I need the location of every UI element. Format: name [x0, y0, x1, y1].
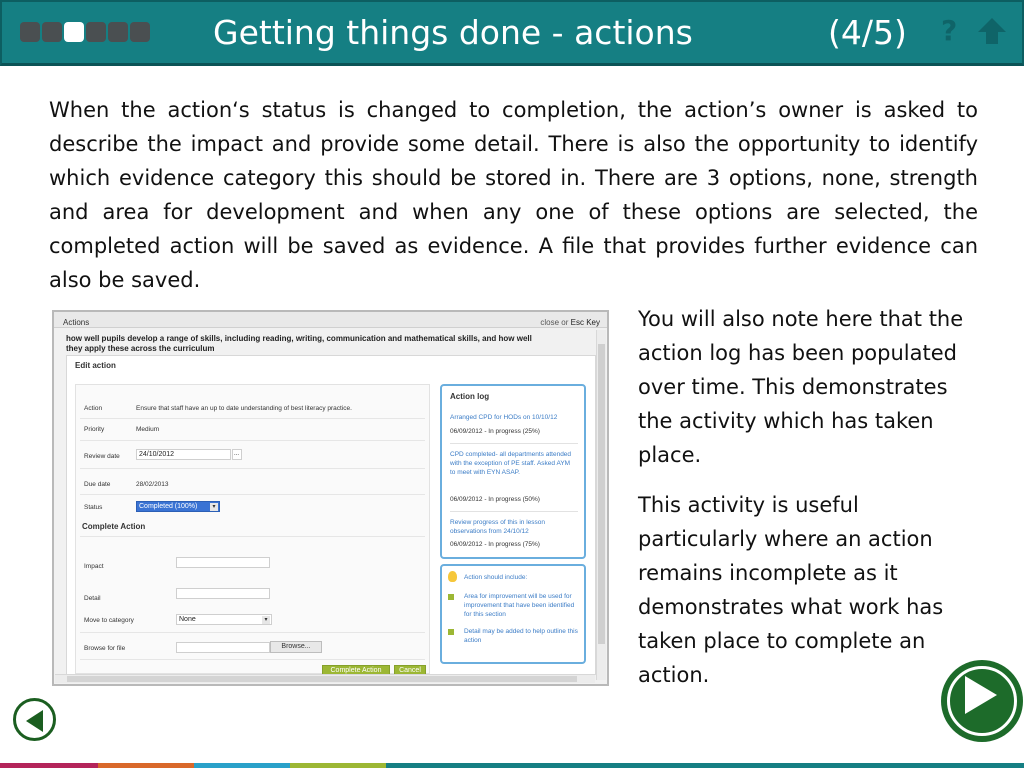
progress-step	[42, 22, 62, 42]
colour-bar-segment	[290, 763, 386, 768]
vertical-scrollbar[interactable]	[596, 330, 606, 680]
header-bar	[0, 0, 1024, 66]
progress-step	[86, 22, 106, 42]
intro-paragraph: When the action‘s status is changed to completion, the action’s owner is asked to describe the impact and provide some detail. There is also the opportunity to identify which evidence category this should be stored in. There are 3 options, none, strength and area for development and when any one of these options are selected, the completed action will be saved as evidence. A file that provides further evidence can also be saved.	[49, 98, 978, 292]
colour-bar-segment	[0, 763, 98, 768]
edit-action-heading: Edit action	[75, 361, 116, 370]
up-arrow-home-icon[interactable]	[977, 16, 1007, 46]
impact-input[interactable]	[176, 557, 270, 568]
review-date-input[interactable]: 24/10/2012	[136, 449, 231, 460]
progress-step	[64, 22, 84, 42]
divider	[80, 468, 425, 469]
next-slide-button[interactable]	[941, 660, 1023, 742]
tip-title: Action should include:	[464, 574, 528, 581]
detail-input[interactable]	[176, 588, 270, 599]
side-text	[638, 302, 984, 708]
date-picker-button[interactable]: ...	[232, 449, 242, 460]
due-date-label: Due date	[84, 481, 111, 488]
lightbulb-icon	[448, 571, 457, 582]
tip-item: Area for improvement will be used for improvement that have been identified for this section	[464, 593, 575, 618]
chevron-down-icon: ▾	[210, 503, 218, 511]
tip-item: Detail may be added to help outline this action	[464, 628, 578, 644]
detail-label: Detail	[84, 595, 101, 602]
divider	[80, 632, 425, 633]
divider	[80, 659, 425, 660]
actions-screenshot	[52, 310, 609, 686]
dialog-title-bar	[54, 312, 607, 328]
action-log-panel	[440, 384, 586, 559]
play-arrow-icon	[965, 676, 997, 714]
side-paragraph-1: You will also note here that the action log has been populated over time. This demonstrates the activity which has taken place.	[638, 307, 964, 467]
progress-step	[20, 22, 40, 42]
chevron-down-icon: ▾	[262, 616, 270, 624]
edit-action-panel	[66, 355, 596, 675]
divider	[450, 443, 578, 444]
category-select-value: None	[179, 616, 196, 623]
horizontal-scrollbar[interactable]	[55, 674, 595, 683]
divider	[80, 536, 425, 537]
priority-value: Medium	[136, 426, 160, 433]
progress-step	[108, 22, 128, 42]
log-entry[interactable]: Arranged CPD for HODs on 10/10/12	[450, 414, 558, 421]
review-date-label: Review date	[84, 453, 120, 460]
log-entry[interactable]: CPD completed- all departments attended with the exception of PE staff. Asked AYM to meet with EYN ASAP.	[450, 451, 572, 476]
side-paragraph-2: This activity is useful particularly where an action remains incomplete as it demonstrates what work has taken place to complete an action.	[638, 493, 944, 687]
progress-step	[130, 22, 150, 42]
status-select-value: Completed (100%)	[139, 503, 198, 510]
action-log-title: Action log	[450, 392, 490, 401]
impact-label: Impact	[84, 563, 104, 570]
colour-bar-segment	[194, 763, 290, 768]
scrollbar-thumb[interactable]	[598, 344, 605, 644]
priority-label: Priority	[84, 426, 105, 433]
dialog-close-link[interactable]: close or Esc Key	[540, 318, 600, 327]
action-label: Action	[84, 405, 103, 412]
previous-slide-button[interactable]	[13, 698, 56, 741]
bottom-colour-bar	[0, 763, 1024, 768]
divider	[80, 494, 425, 495]
browse-button[interactable]: Browse...	[270, 641, 322, 653]
divider	[450, 511, 578, 512]
log-entry[interactable]: Review progress of this in lesson observations from 24/10/12	[450, 519, 546, 535]
divider	[80, 418, 425, 419]
category-label: Move to category	[84, 617, 134, 624]
status-label: Status	[84, 504, 103, 511]
question-icon[interactable]: ?	[941, 14, 958, 47]
cancel-button[interactable]: Cancel	[394, 665, 426, 677]
log-entry-status: 06/09/2012 - In progress (25%)	[450, 428, 540, 435]
progress-indicator	[20, 22, 150, 42]
log-entry-status: 06/09/2012 - In progress (50%)	[450, 496, 540, 503]
bullet-icon	[448, 594, 454, 600]
bullet-icon	[448, 629, 454, 635]
complete-action-heading: Complete Action	[82, 522, 146, 531]
dialog-title: Actions	[63, 318, 90, 327]
arrow-left-icon	[26, 710, 43, 732]
browse-label: Browse for file	[84, 645, 126, 652]
status-select[interactable]	[136, 501, 220, 512]
divider	[80, 440, 425, 441]
category-select[interactable]	[176, 614, 272, 625]
page-indicator: (4/5)	[828, 13, 907, 52]
edit-action-form	[75, 384, 430, 674]
page-title: Getting things done - actions	[213, 13, 693, 52]
colour-bar-segment	[386, 763, 1024, 768]
complete-action-button[interactable]: Complete Action	[322, 665, 390, 677]
action-tip-panel	[440, 564, 586, 664]
action-value: Ensure that staff have an up to date understanding of best literacy practice.	[136, 405, 352, 412]
log-entry-status: 06/09/2012 - In progress (75%)	[450, 541, 540, 548]
due-date-value: 28/02/2013	[136, 481, 169, 488]
scrollbar-thumb[interactable]	[67, 676, 577, 682]
action-description: how well pupils develop a range of skills, including reading, writing, communication and mathematical skills, and how well they apply these across the curriculum	[66, 334, 532, 353]
colour-bar-segment	[98, 763, 194, 768]
file-path-input[interactable]	[176, 642, 270, 653]
